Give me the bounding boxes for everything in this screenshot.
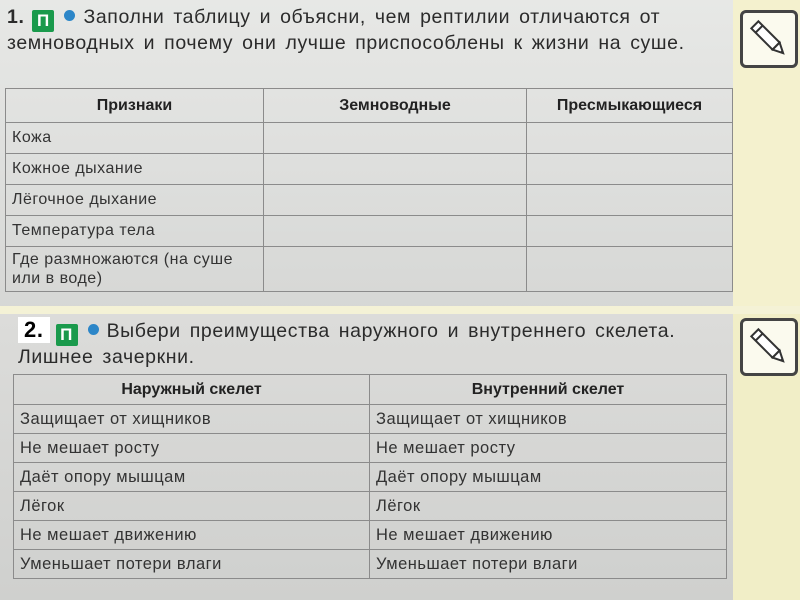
reptiles-answer-cell[interactable] [527,216,733,247]
table-header-row [6,89,733,123]
feature-cell: Кожа [6,123,264,154]
table-row [14,405,727,434]
pencil-icon [740,10,798,68]
table-row [6,185,733,216]
task1-table [5,88,733,292]
exoskeleton-option[interactable]: Уменьшает потери влаги [14,550,370,579]
task2-number: 2. [18,317,50,343]
endoskeleton-option[interactable]: Не мешает росту [370,434,727,463]
amphibians-answer-cell[interactable] [264,247,527,292]
table-row [14,434,727,463]
task2-table [13,374,727,579]
endoskeleton-option[interactable]: Не мешает движению [370,521,727,550]
table-row [6,154,733,185]
table-row [14,463,727,492]
reptiles-answer-cell[interactable] [527,154,733,185]
amphibians-answer-cell[interactable] [264,123,527,154]
exoskeleton-option[interactable]: Защищает от хищников [14,405,370,434]
endoskeleton-option[interactable]: Защищает от хищников [370,405,727,434]
column-header: Наружный скелет [14,375,370,405]
table-row [14,521,727,550]
column-header: Земноводные [264,89,527,123]
feature-cell: Лёгочное дыхание [6,185,264,216]
pencil-icon [740,318,798,376]
exoskeleton-option[interactable]: Даёт опору мышцам [14,463,370,492]
table-row [14,492,727,521]
task2-badge: П [56,324,78,346]
exoskeleton-option[interactable]: Не мешает росту [14,434,370,463]
feature-cell: Кожное дыхание [6,154,264,185]
task1-badge: П [32,10,54,32]
reptiles-answer-cell[interactable] [527,185,733,216]
reptiles-answer-cell[interactable] [527,123,733,154]
table-header-row [14,375,727,405]
column-header: Признаки [6,89,264,123]
amphibians-answer-cell[interactable] [264,154,527,185]
column-header: Внутренний скелет [370,375,727,405]
table-row [6,247,733,292]
endoskeleton-option[interactable]: Лёгок [370,492,727,521]
feature-cell: Температура тела [6,216,264,247]
task2-instruction [18,317,730,368]
feature-cell: Где размножаются (на суше или в воде) [6,247,264,292]
table-row [14,550,727,579]
amphibians-answer-cell[interactable] [264,185,527,216]
endoskeleton-option[interactable]: Даёт опору мышцам [370,463,727,492]
bullet-dot-icon [88,324,99,335]
amphibians-answer-cell[interactable] [264,216,527,247]
bullet-dot-icon [64,10,75,21]
table-row [6,216,733,247]
sheet-divider [0,306,800,314]
exoskeleton-option[interactable]: Не мешает движению [14,521,370,550]
task1-instruction [7,6,729,54]
endoskeleton-option[interactable]: Уменьшает потери влаги [370,550,727,579]
column-header: Пресмыкающиеся [527,89,733,123]
table-row [6,123,733,154]
reptiles-answer-cell[interactable] [527,247,733,292]
task1-text: Заполни таблицу и объясни, чем рептилии отличаются от земноводных и почему они лучше приспособлены к жизни на суше. [7,6,685,54]
task2-text: Выбери преимущества наружного и внутреннего скелета. Лишнее зачеркни. [18,320,676,368]
exoskeleton-option[interactable]: Лёгок [14,492,370,521]
task1-number: 1. [7,6,25,28]
